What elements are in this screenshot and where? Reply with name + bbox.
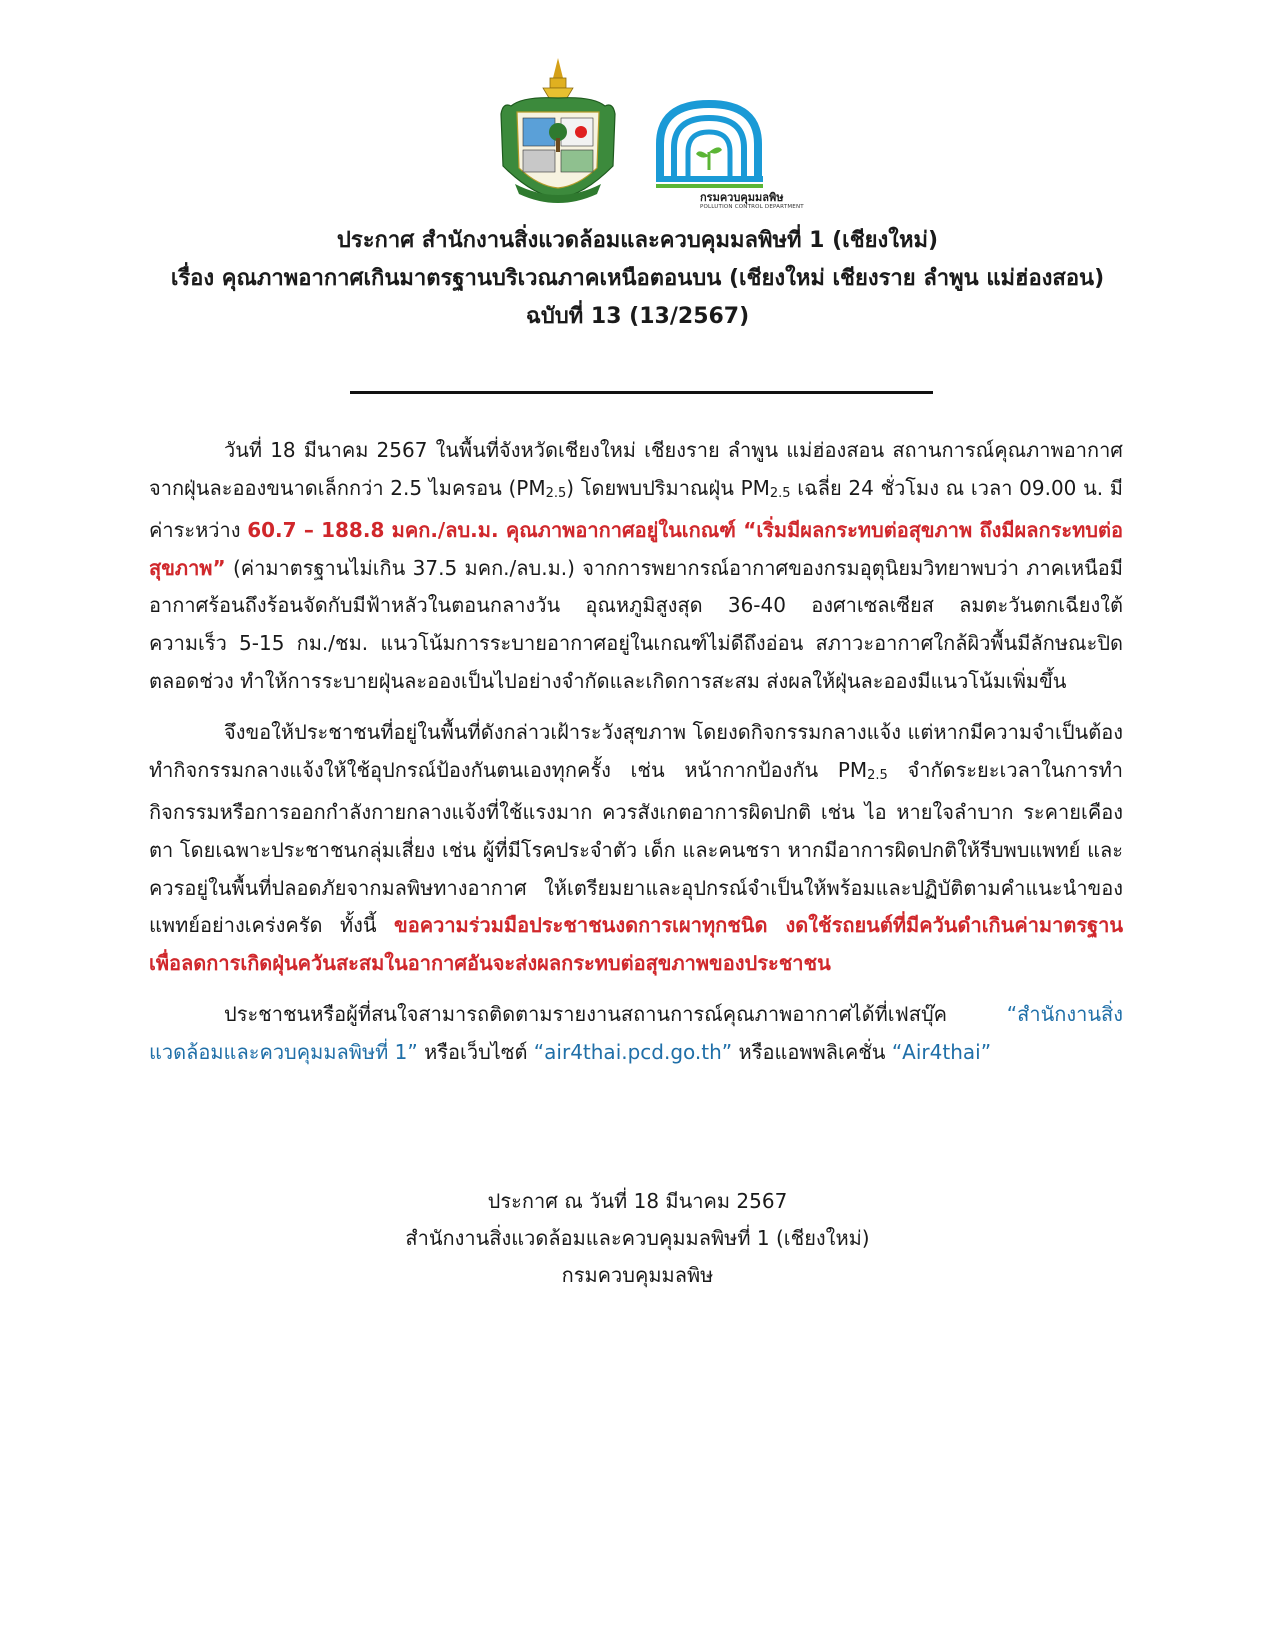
announcement-heading bbox=[0, 222, 1275, 336]
pm-range-highlight: 60.7 – 188.8 มคก./ลบ.ม. คุณภาพอากาศอยู่ในเกณฑ์ “เริ่มมีผลกระทบต่อสุขภาพ ถึงมีผลกระทบต่อสุขภาพ” bbox=[149, 518, 1123, 580]
facebook-page-link[interactable]: “สำนักงานสิ่งแวดล้อมและควบคุมมลพิษที่ 1” bbox=[149, 1002, 1123, 1064]
heading-divider bbox=[350, 391, 933, 394]
cooperation-highlight: ขอความร่วมมือประชาชนงดการเผาทุกชนิด งดใช้รถยนต์ที่มีควันดำเกินค่ามาตรฐาน เพื่อลดการเกิดฝุ่นควันสะสมในอากาศอันจะส่งผลกระทบต่อสุขภาพของประชาชน bbox=[149, 913, 1124, 975]
heading-line-1: ประกาศ สำนักงานสิ่งแวดล้อมและควบคุมมลพิษที่ 1 (เชียงใหม่) bbox=[336, 228, 939, 253]
pcd-name-thai: กรมควบคุมมลพิษ bbox=[700, 191, 784, 204]
paragraph-sources: ประชาชนหรือผู้ที่สนใจสามารถติดตามรายงานสถานการณ์คุณภาพอากาศได้ที่เฟสบุ๊ค “สำนักงานสิ่งแวดล้อมและควบคุมมลพิษที่ 1” หรือเว็บไซต์ “air4thai.pcd.go.th” หรือแอพพลิเคชั่น “Air4thai” bbox=[149, 1002, 1123, 1064]
closing-office: สำนักงานสิ่งแวดล้อมและควบคุมมลพิษที่ 1 (เชียงใหม่) bbox=[405, 1226, 870, 1250]
paragraph-situation: วันที่ 18 มีนาคม 2567 ในพื้นที่จังหวัดเชียงใหม่ เชียงราย ลำพูน แม่ฮ่องสอน สถานการณ์คุณภาพอากาศจากฝุ่นละอองขนาดเล็กกว่า 2.5 ไมครอน $(PM_{2.5})$ โดยพบปริมาณฝุ่น $PM_{2.5}$ เฉลี่ย 24 ชั่วโมง ณ เวลา 09.00 น. มีค่าระหว่าง 60.7 – 188.8 มคก./ลบ.ม. คุณภาพอากาศอยู่ในเกณฑ์ “เริ่มมีผลกระทบต่อสุขภาพ ถึงมีผลกระทบต่อสุขภาพ” (ค่ามาตรฐานไม่เกิน 37.5 มคก./ลบ.ม.) จากการพยากรณ์อากาศของกรมอุตุนิยมวิทยาพบว่า ภาคเหนือมีอากาศร้อนถึงร้อนจัดกับมีฟ้าหลัวในตอนกลางวัน อุณหภูมิสูงสุด 36-40 องศาเซลเซียส ลมตะวันตกเฉียงใต้ ความเร็ว 5-15 กม./ชม. แนวโน้มการระบายอากาศอยู่ในเกณฑ์ไม่ดีถึงอ่อน สภาวะอากาศใกล้ผิวพื้นมีลักษณะปิดตลอดช่วง ทำให้การระบายฝุ่นละอองเป็นไปอย่างจำกัดและเกิดการสะสม ส่งผลให้ฝุ่นละอองมีแนวโน้มเพิ่มขึ้น bbox=[149, 438, 1123, 693]
closing-signature bbox=[0, 1183, 1275, 1294]
closing-department: กรมควบคุมมลพิษ bbox=[561, 1263, 714, 1287]
app-link[interactable]: “Air4thai” bbox=[891, 1039, 992, 1064]
heading-line-3: ฉบับที่ 13 (13/2567) bbox=[525, 304, 750, 329]
heading-line-2: เรื่อง คุณภาพอากาศเกินมาตรฐานบริเวณภาคเหนือตอนบน (เชียงใหม่ เชียงราย ลำพูน แม่ฮ่องสอน) bbox=[170, 266, 1105, 291]
provincial-seal-icon bbox=[493, 56, 623, 206]
pcd-name-english: POLLUTION CONTROL DEPARTMENT bbox=[700, 204, 804, 210]
website-link[interactable]: “air4thai.pcd.go.th” bbox=[533, 1039, 733, 1064]
paragraph-advice: จึงขอให้ประชาชนที่อยู่ในพื้นที่ดังกล่าวเฝ้าระวังสุขภาพ โดยงดกิจกรรมกลางแจ้ง แต่หากมีความจำเป็นต้องทำกิจกรรมกลางแจ้งให้ใช้อุปกรณ์ป้องกันตนเองทุกครั้ง เช่น หน้ากากป้องกัน $PM_{2.5}$ จำกัดระยะเวลาในการทำกิจกรรมหรือการออกกำลังกายกลางแจ้งที่ใช้แรงมาก ควรสังเกตอาการผิดปกติ เช่น ไอ หายใจลำบาก ระคายเคืองตา โดยเฉพาะประชาชนกลุ่มเสี่ยง เช่น ผู้ที่มีโรคประจำตัว เด็ก และคนชรา หากมีอาการผิดปกติให้รีบพบแพทย์ และควรอยู่ในพื้นที่ปลอดภัยจากมลพิษทางอากาศ ให้เตรียมยาและอุปกรณ์จำเป็นให้พร้อมและปฏิบัติตามคำแนะนำของแพทย์อย่างเคร่งครัด ทั้งนี้ ขอความร่วมมือประชาชนงดการเผาทุกชนิด งดใช้รถยนต์ที่มีควันดำเกินค่ามาตรฐาน เพื่อลดการเกิดฝุ่นควันสะสมในอากาศอันจะส่งผลกระทบต่อสุขภาพของประชาชน bbox=[149, 720, 1124, 975]
closing-date: ประกาศ ณ วันที่ 18 มีนาคม 2567 bbox=[487, 1189, 788, 1213]
announcement-body bbox=[149, 432, 1123, 1086]
logo-header bbox=[0, 56, 1275, 210]
